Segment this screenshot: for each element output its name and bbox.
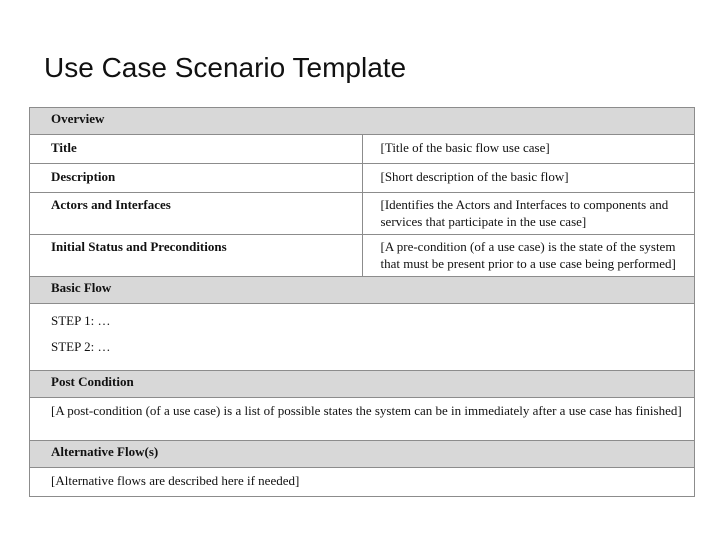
title-value: [Title of the basic flow use case] (362, 135, 695, 164)
slide-title: Use Case Scenario Template (44, 52, 407, 83)
table-row (30, 193, 695, 235)
alternative-flow-section-row (30, 441, 695, 468)
overview-section-row (30, 108, 695, 135)
alternative-flow-text: [Alternative flows are described here if needed] (30, 468, 695, 497)
post-condition-text: [A post-condition (of a use case) is a list of possible states the system can be in immediately after a use case has finished] (30, 398, 695, 441)
overview-header: Overview (30, 108, 695, 135)
post-condition-header: Post Condition (30, 371, 695, 398)
step-2: STEP 2: … (51, 339, 111, 354)
step-1: STEP 1: … (51, 313, 111, 328)
actors-label: Actors and Interfaces (30, 193, 363, 235)
preconditions-value: [A pre-condition (of a use case) is the state of the system that must be present prior to a use case being performed] (362, 235, 695, 277)
table-row (30, 235, 695, 277)
alternative-flow-header: Alternative Flow(s) (30, 441, 695, 468)
alternative-flow-row (30, 468, 695, 497)
post-condition-row (30, 398, 695, 441)
title-label: Title (30, 135, 363, 164)
basic-flow-header: Basic Flow (30, 277, 695, 304)
steps-cell (30, 304, 695, 371)
actors-value: [Identifies the Actors and Interfaces to components and services that participate in the use case] (362, 193, 695, 235)
preconditions-label: Initial Status and Preconditions (30, 235, 363, 277)
post-condition-section-row (30, 371, 695, 398)
basic-flow-section-row (30, 277, 695, 304)
use-case-template-table (29, 107, 695, 497)
table-row (30, 164, 695, 193)
steps-row (30, 304, 695, 371)
table-row (30, 135, 695, 164)
description-label: Description (30, 164, 363, 193)
description-value: [Short description of the basic flow] (362, 164, 695, 193)
